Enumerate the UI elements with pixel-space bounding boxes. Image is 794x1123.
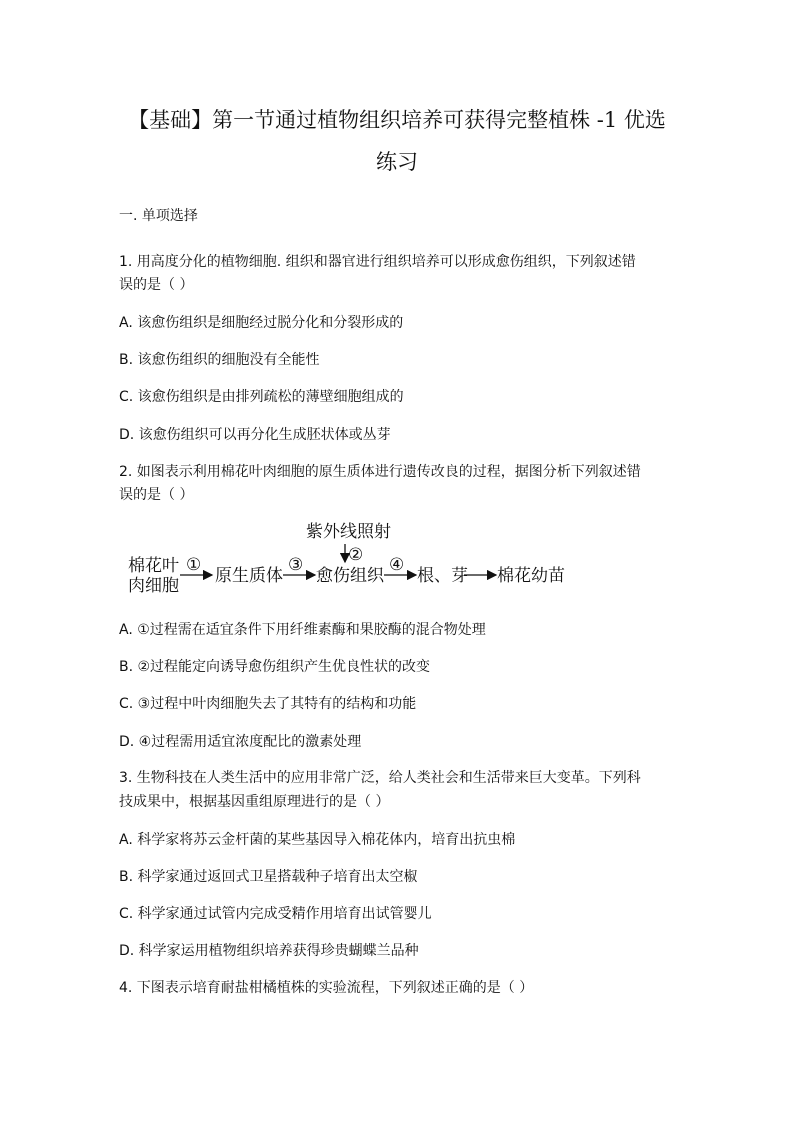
- q1-option-a: A. 该愈伤组织是细胞经过脱分化和分裂形成的: [119, 315, 404, 331]
- q3-stem-line-2: 技成果中，根据基因重组原理进行的是（ ）: [119, 794, 390, 810]
- q2-stem-line-2: 误的是（ ）: [119, 487, 194, 503]
- node-callus: 愈伤组织: [316, 566, 384, 586]
- q2-flow-diagram: [126, 518, 576, 600]
- q1-stem-line-1: 1. 用高度分化的植物细胞. 组织和器官进行组织培养可以形成愈伤组织，下列叙述错: [119, 254, 636, 270]
- q2-option-c: C. ③过程中叶肉细胞失去了其特有的结构和功能: [119, 696, 417, 712]
- q3-option-a: A. 科学家将苏云金杆菌的某些基因导入棉花体内，培育出抗虫棉: [119, 832, 516, 848]
- q4-stem-line-1: 4. 下图表示培育耐盐柑橘植株的实验流程，下列叙述正确的是（ ）: [119, 980, 534, 996]
- q2-option-b: B. ②过程能定向诱导愈伤组织产生优良性状的改变: [119, 659, 431, 675]
- step-3-label: ③: [288, 555, 304, 575]
- q1-stem-line-2: 误的是（ ）: [119, 277, 194, 293]
- node-seedling: 棉花幼苗: [497, 566, 565, 586]
- start-label-top: 棉花叶: [128, 556, 179, 576]
- start-label-bottom: 肉细胞: [128, 576, 179, 596]
- step-4-label: ④: [389, 555, 405, 575]
- q3-option-c: C. 科学家通过试管内完成受精作用培育出试管婴儿: [119, 906, 432, 922]
- q3-stem-line-1: 3. 生物科技在人类生活中的应用非常广泛，给人类社会和生活带来巨大变革。下列科: [119, 770, 641, 786]
- q2-stem-line-1: 2. 如图表示利用棉花叶肉细胞的原生质体进行遗传改良的过程，据图分析下列叙述错: [119, 464, 641, 480]
- title-line-1: 【基础】第一节通过植物组织培养可获得完整植株 -1 优选: [128, 108, 666, 132]
- q1-option-c: C. 该愈伤组织是由排列疏松的薄壁细胞组成的: [119, 389, 404, 405]
- q2-option-a: A. ①过程需在适宜条件下用纤维素酶和果胶酶的混合物处理: [119, 622, 486, 638]
- node-protoplast: 原生质体: [215, 566, 283, 586]
- q3-option-d: D. 科学家运用植物组织培养获得珍贵蝴蝶兰品种: [119, 943, 419, 959]
- step-1-label: ①: [186, 555, 202, 575]
- step-2-label: ②: [348, 545, 364, 565]
- node-root-bud: 根、芽: [417, 566, 468, 586]
- title-line-2: 练习: [376, 150, 418, 174]
- q2-option-d: D. ④过程需用适宜浓度配比的激素处理: [119, 734, 362, 750]
- q1-option-d: D. 该愈伤组织可以再分化生成胚状体或丛芽: [119, 427, 391, 443]
- q3-option-b: B. 科学家通过返回式卫星搭载种子培育出太空椒: [119, 869, 418, 885]
- section-heading: 一. 单项选择: [119, 208, 198, 224]
- q1-option-b: B. 该愈伤组织的细胞没有全能性: [119, 352, 320, 368]
- uv-label: 紫外线照射: [306, 522, 391, 542]
